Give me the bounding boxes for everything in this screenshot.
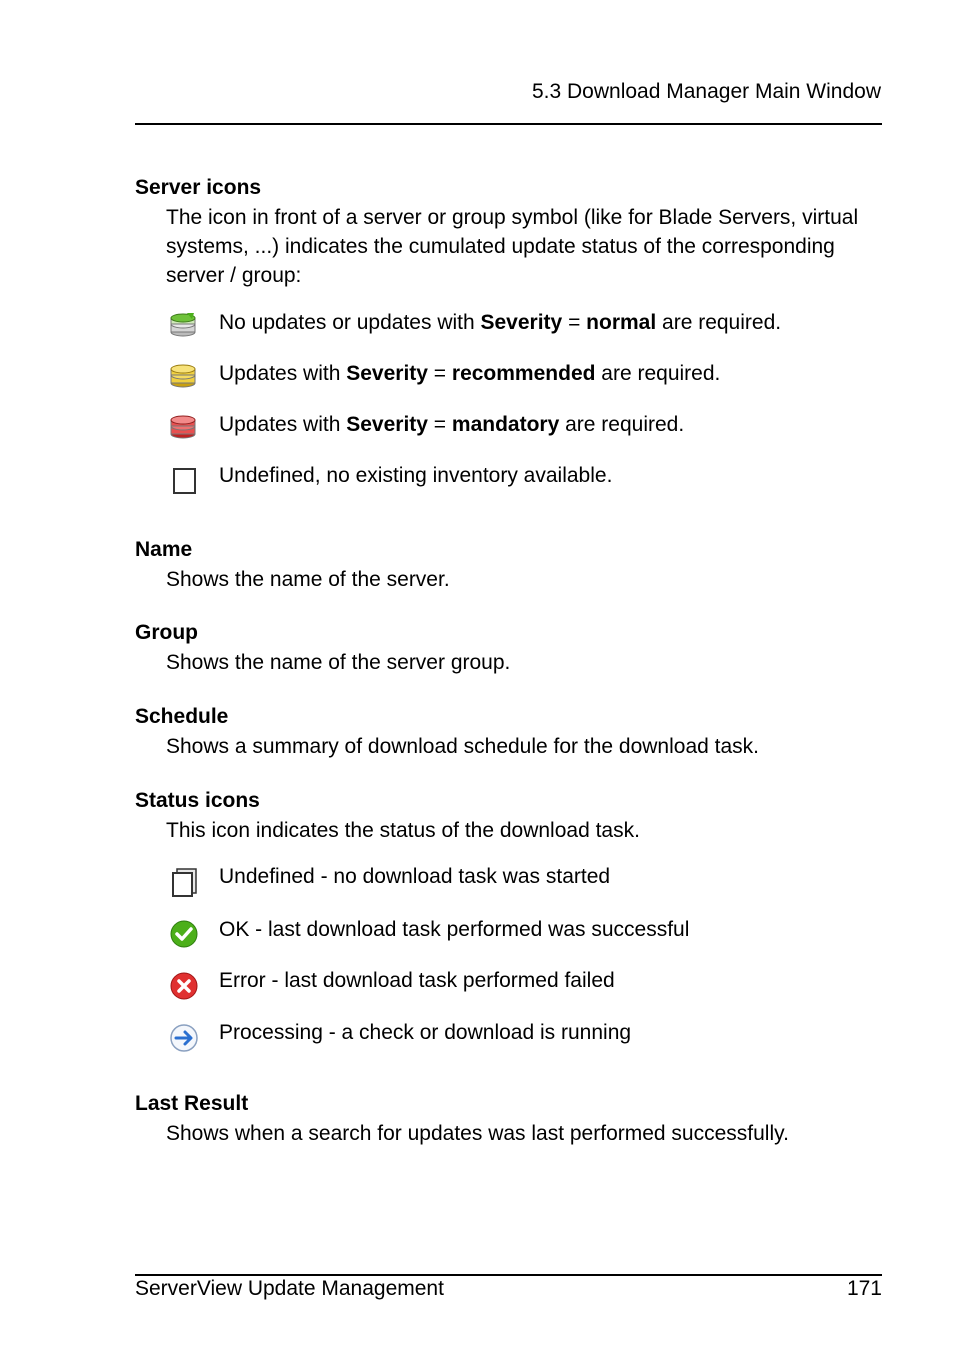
section-body-last-result: Shows when a search for updates was last performed successfully. <box>166 1122 789 1145</box>
footer-product-name: ServerView Update Management <box>135 1277 444 1300</box>
section-body-schedule: Shows a summary of download schedule for the download task. <box>166 735 759 758</box>
processing-arrow-icon <box>168 1022 200 1054</box>
footer-page-number: 171 <box>846 1277 882 1300</box>
section-title-group: Group <box>135 621 198 644</box>
server-icon-desc-normal: No updates or updates with Severity = normal are required. <box>219 311 782 334</box>
server-status-green-icon <box>168 310 200 342</box>
page-footer <box>135 1277 882 1301</box>
server-icon-desc-undefined: Undefined, no existing inventory available. <box>219 464 613 487</box>
section-title-name: Name <box>135 538 193 561</box>
section-title-status-icons: Status icons <box>135 789 260 812</box>
server-icon-desc-recommended: Updates with Severity = recommended are required. <box>219 362 721 385</box>
section-title-schedule: Schedule <box>135 705 229 728</box>
undefined-blank-icon <box>168 465 200 497</box>
status-desc-ok: OK - last download task performed was successful <box>219 918 690 941</box>
server-status-yellow-icon <box>168 361 200 393</box>
ok-checkmark-icon <box>168 918 200 950</box>
server-status-red-icon <box>168 412 200 444</box>
section-body-group: Shows the name of the server group. <box>166 651 511 674</box>
section-title-server-icons: Server icons <box>135 176 262 199</box>
status-desc-error: Error - last download task performed failed <box>219 969 615 992</box>
running-header-title: 5.3 Download Manager Main Window <box>531 80 881 103</box>
error-x-icon <box>168 970 200 1002</box>
footer-rule <box>135 1274 882 1276</box>
undefined-task-icon <box>168 866 200 898</box>
status-desc-processing: Processing - a check or download is running <box>219 1021 632 1044</box>
server-icon-desc-mandatory: Updates with Severity = mandatory are required. <box>219 413 685 436</box>
status-desc-undefined: Undefined - no download task was started <box>219 865 611 888</box>
section-title-last-result: Last Result <box>135 1092 249 1115</box>
section-body-server-icons: The icon in front of a server or group symbol (like for Blade Servers, virtual systems, ...) indicates the cumulated update status of the corresponding server / group: <box>166 206 859 287</box>
header-rule <box>135 123 882 125</box>
section-body-status-icons: This icon indicates the status of the download task. <box>166 819 640 842</box>
section-body-name: Shows the name of the server. <box>166 568 450 591</box>
